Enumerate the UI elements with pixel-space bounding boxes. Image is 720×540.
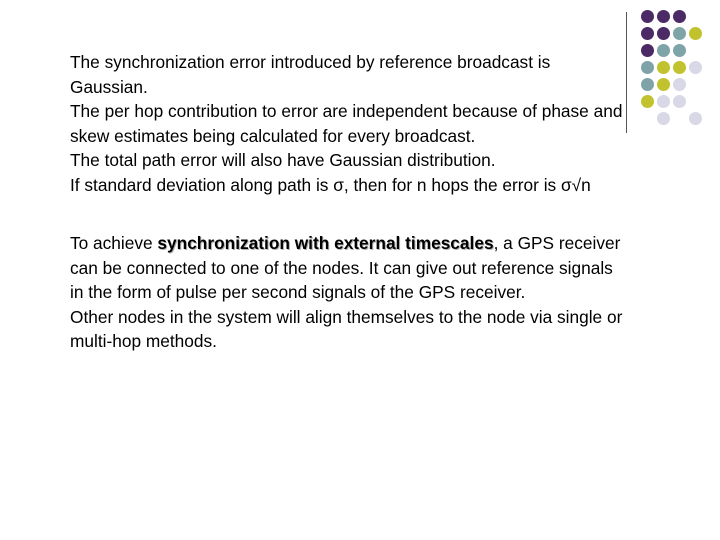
dot — [641, 44, 654, 57]
dot — [657, 95, 670, 108]
text-line: If standard deviation along path is σ, then for n hops the error is σ√n — [70, 174, 591, 195]
text-prefix: To achieve — [70, 233, 158, 253]
dot — [657, 61, 670, 74]
dot — [657, 10, 670, 23]
dot — [657, 27, 670, 40]
text-line: The total path error will also have Gaussian distribution. — [70, 150, 496, 170]
dot — [657, 44, 670, 57]
dot — [641, 27, 654, 40]
spacer — [70, 197, 630, 231]
text-paragraph — [70, 231, 630, 305]
dot — [689, 27, 702, 40]
text-line: The per hop contribution to error are independent because of phase and skew estimates being calculated for every broadcast. — [70, 101, 623, 146]
dot — [673, 78, 686, 91]
dot — [673, 44, 686, 57]
dot — [673, 10, 686, 23]
dot — [657, 112, 670, 125]
dot — [689, 61, 702, 74]
slide-body — [70, 50, 630, 354]
emphasized-term: synchronization with external timescales — [157, 233, 494, 253]
text-line: The synchronization error introduced by reference broadcast is Gaussian. — [70, 52, 551, 97]
dot — [641, 61, 654, 74]
dot — [657, 78, 670, 91]
dot — [673, 27, 686, 40]
dot — [673, 61, 686, 74]
dot — [641, 10, 654, 23]
dot — [673, 95, 686, 108]
dot — [641, 78, 654, 91]
text-line: Other nodes in the system will align themselves to the node via single or multi-hop methods. — [70, 306, 623, 351]
dot — [641, 95, 654, 108]
text-suffix: , a GPS receiver can be connected to one of the nodes. It can give out reference signals in the form of pulse per second signals of the GPS receiver. — [70, 233, 621, 302]
dot — [689, 112, 702, 125]
